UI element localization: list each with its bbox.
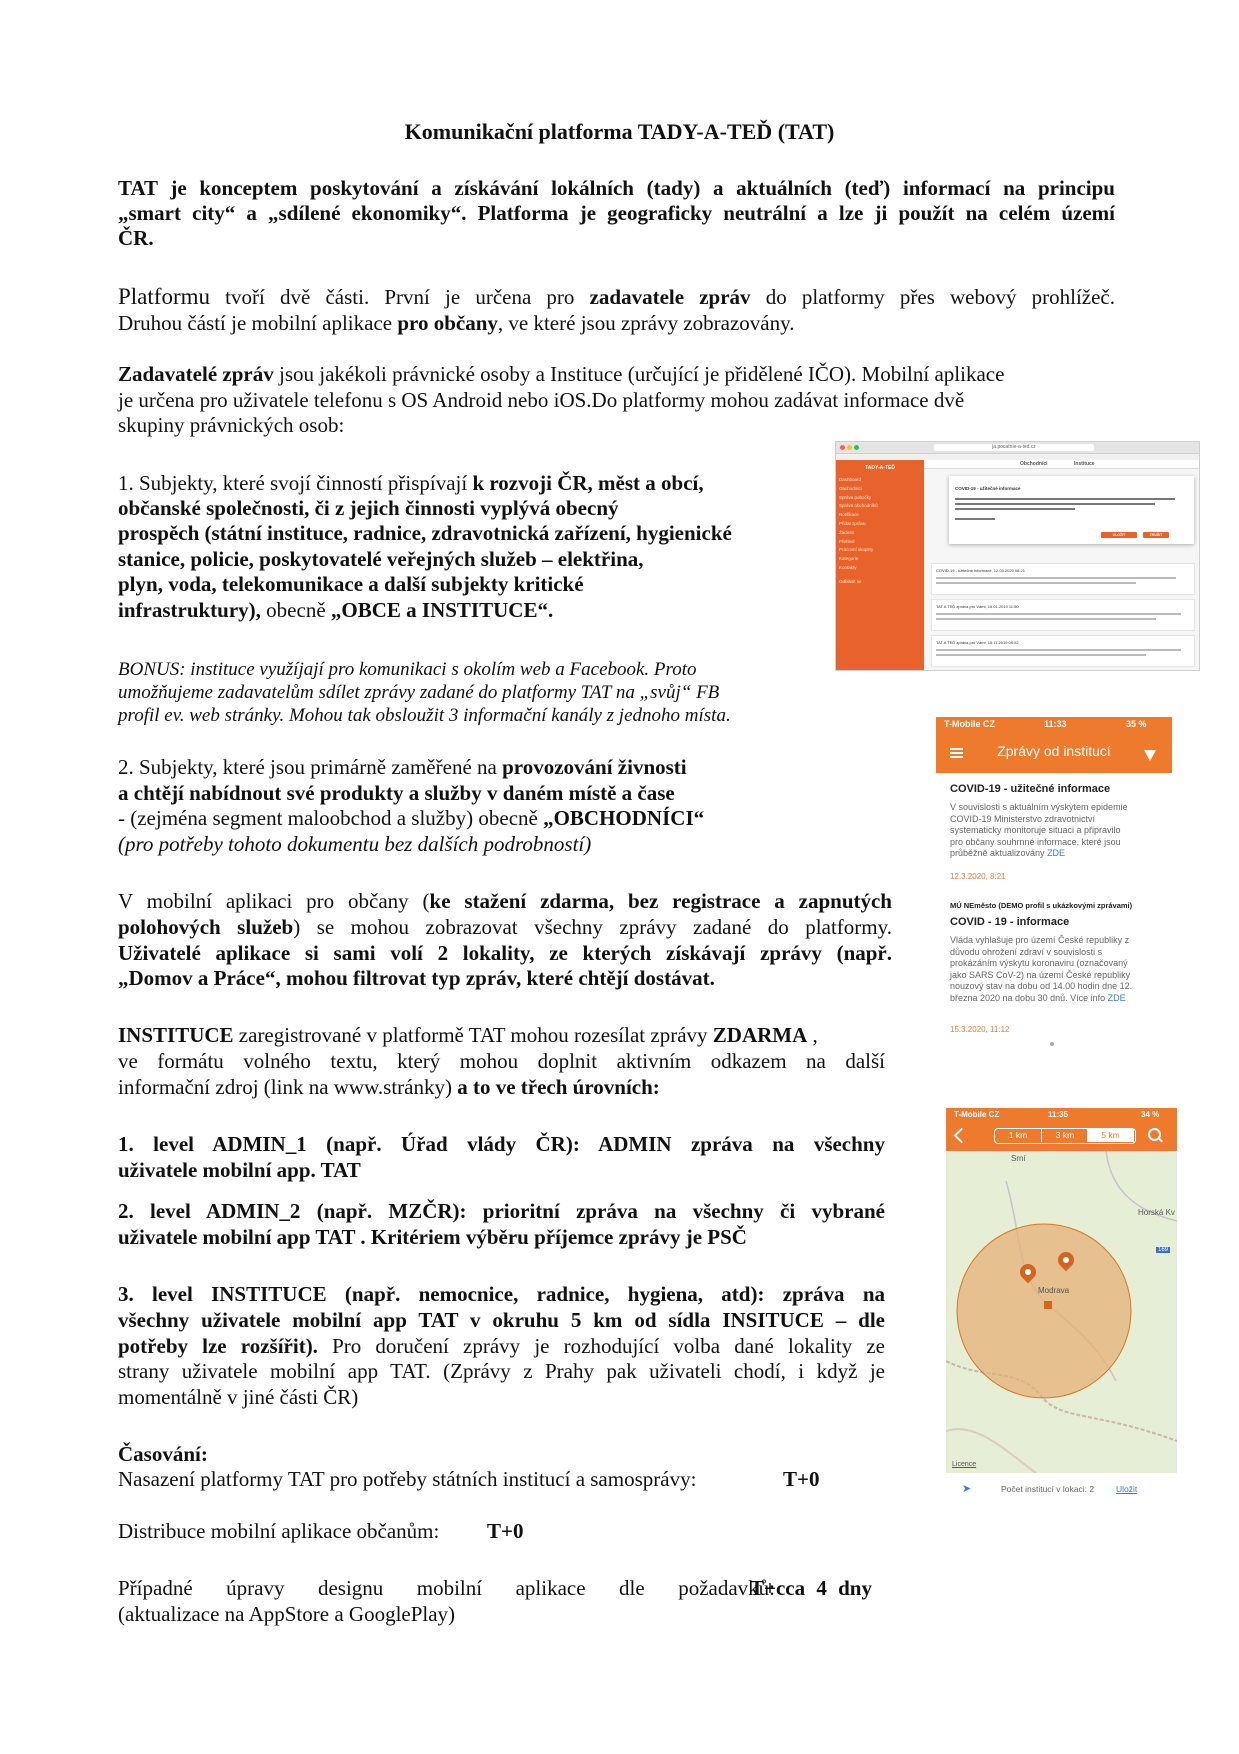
subject1-line-3: prospěch (státní instituce, radnice, zdravotnická zařízení, hygienické [118, 521, 732, 545]
save-link: Uložit [1116, 1484, 1138, 1494]
message-card: TAT A TEĎ zpráva pro Vámi, 15.11.2019 09:52 [931, 635, 1195, 667]
status-bar [936, 717, 1172, 732]
intro-line-3: ČR. [118, 226, 154, 250]
timing-heading: Časování: [118, 1442, 208, 1466]
admin-menu [839, 476, 919, 587]
parts-line-2: Druhou částí je mobilní aplikace pro občany, ve které jsou zprávy zobrazovány. [118, 311, 795, 335]
radius-option-1km: 1 km [1008, 1130, 1028, 1140]
message-date: 12.3.2020, 8:21 [950, 872, 1006, 881]
modal-text-line [955, 508, 1075, 510]
map-background [946, 1151, 1177, 1473]
admin-menu-item: Přehled [839, 538, 855, 544]
senders-line-1: Zadavatelé zpráv jsou jakékoli právnické osoby a Instituce (určující je přidělené IČO). Mobilní aplikace [118, 362, 1005, 386]
timing-row-3-label: Případné úpravy designu mobilní aplikace dle požadavků: [118, 1576, 775, 1600]
subject2-line-4: (pro potřeby tohoto dokumentu bez dalších podrobností) [118, 832, 592, 856]
map-label: Horská Kv [1138, 1208, 1175, 1217]
document-title: Komunikační platforma TADY-A-TEĎ (TAT) [404, 119, 835, 144]
radius-option-5km: 5 km [1087, 1129, 1134, 1142]
subject2-line-3: - (zejména segment maloobchod a služby) obecně „OBCHODNÍCI“ [118, 806, 705, 830]
browser-toolbar [836, 442, 1199, 454]
message-title: COVID - 19 - informace [950, 916, 1070, 928]
subject2-line-1: 2. Subjekty, které jsou primárně zaměřené na provozování živnosti [118, 755, 687, 779]
map-label: Modrava [1038, 1286, 1070, 1295]
message-modal [949, 476, 1194, 544]
timing-row-1-value: T+0 [783, 1467, 820, 1491]
level3-line-3: potřeby lze rozšířit). Pro doručení zprávy je rozhodující volba dané lokality ze [118, 1334, 885, 1358]
admin-menu-item: Odhlásit se [839, 578, 862, 584]
level3-line-4: strany uživatele mobilní app TAT. (Zprávy z Prahy pak uživateli chodí, i když je [118, 1359, 885, 1383]
radius-option-3km: 3 km [1041, 1129, 1088, 1142]
admin-menu-item: Dashboard [839, 477, 862, 482]
modal-save-button: ULOŽIT [1101, 532, 1137, 538]
building-icon [1044, 1301, 1052, 1309]
timing-row-2-value: T+0 [487, 1519, 524, 1543]
admin-menu-item: Kontakty [839, 564, 857, 570]
bonus-paragraph: BONUS: instituce využíjají pro komunikaci s okolím web a Facebook. Proto umožňujeme zadavatelům sdílet zprávy zadané do platformy TAT na „svůj“ FB profil ev. web stránky. Mohou tak obsloužit 3 informační kanály z jednoho místa. [118, 659, 731, 726]
message-body: Vláda vyhlašuje pro území České republiky z důvodu ohrožení zdraví v souvislosti s prokázáním výskytu koronaviru (označovaný jako SARS CoV-2) na území České republiky nouzový stav na dobu od 14.00 hodin dne 12. března 2020 na dobu 30 dnů. Více info ZDE [950, 935, 1133, 1003]
admin-menu-item: Správa pobočky [839, 494, 872, 500]
message-card: TAT A TEĎ zpráva pro Vámi, 16.01.2019 11:50 [931, 599, 1195, 631]
message-body: V souvislosti s aktuálním výskytem epidemie COVID-19 Ministerstvo zdravotnictví systematicky monitoruje situaci a připravilo pro občany souhrnné informace, které jsou průběžně aktualizovány ZDE [950, 802, 1128, 858]
app-header-title: Zprávy od institucí [997, 743, 1111, 759]
admin-menu-item: Žádosti [839, 529, 854, 535]
maximize-window-icon [854, 445, 859, 450]
timing-row-2-label: Distribuce mobilní aplikace občanům: [118, 1519, 440, 1543]
page-indicator [1050, 1042, 1054, 1046]
institutions-line-1: INSTITUCE zaregistrované v platformě TAT mohou rozesílat zprávy ZDARMA , [118, 1023, 818, 1047]
level1-line-1: 1. level ADMIN_1 (např. Úřad vlády ČR): ADMIN zpráva na všechny [118, 1132, 885, 1156]
mobile-messages-screenshot [936, 717, 1172, 1061]
subject2-line-2: a chtějí nabídnout své produkty a služby v daném místě a čase [118, 781, 675, 805]
map-license-link: Licence [952, 1461, 977, 1468]
message-title: COVID-19 - užitečné informace [950, 783, 1111, 795]
clock-label: 11:35 [1048, 1110, 1069, 1119]
modal-text-line [955, 518, 995, 520]
modal-cancel-button: ZRUŠIT [1143, 532, 1169, 538]
back-arrow-icon [954, 1128, 970, 1144]
road-number-badge: 169 [1158, 1247, 1169, 1253]
browser-address-bar: ja.pocatnie-a-ted.cz [934, 444, 1094, 451]
mobile-map-screenshot [946, 1108, 1177, 1508]
modal-text-line [955, 503, 1155, 505]
admin-menu-item: Obchodníci [839, 485, 862, 491]
level3-line-5: momentálně v jiné části ČR) [118, 1385, 359, 1409]
modal-text-line [955, 498, 1175, 500]
app-line-2: polohových služeb) se mohou zobrazovat všechny zprávy zadané do platformy. [118, 915, 892, 939]
level3-line-1: 3. level INSTITUCE (např. nemocnice, radnice, hygiena, atd): zpráva na [118, 1282, 885, 1306]
app-line-1: V mobilní aplikaci pro občany (ke stažení zdarma, bez registrace a zapnutých [118, 889, 892, 913]
carrier-label: T-Mobile CZ [954, 1110, 1000, 1119]
radius-selector [994, 1128, 1136, 1144]
institutions-line-2: ve formátu volného textu, který mohou doplnit aktivním odkazem na další [118, 1049, 885, 1073]
admin-menu-item: Správa obchodníků [839, 503, 878, 509]
admin-menu-item: Notifikace [839, 512, 859, 518]
timing-row-3-value: T+cca 4 dny [750, 1576, 872, 1600]
level2-line-2: uživatele mobilní app TAT . Kritériem výběru příjemce zprávy je PSČ [118, 1225, 747, 1249]
message-link: ZDE [1107, 992, 1126, 1003]
subject1-line-2: občanské společnosti, či z jejich činnosti vyplývá obecný [118, 496, 619, 520]
parts-line-1: Platformu tvoří dvě části. První je určena pro zadavatele zpráv do platformy přes webový prohlížeč. [118, 284, 1115, 309]
admin-menu-item: Pracovní skupiny [839, 547, 874, 553]
clock-label: 11:33 [1044, 719, 1067, 729]
map-header [946, 1121, 1177, 1151]
map-label: Srní [1011, 1154, 1026, 1163]
close-window-icon [840, 445, 845, 450]
modal-title: COVID-19 - užitečné informace [955, 486, 1021, 491]
location-arrow-icon: ➤ [962, 1483, 972, 1495]
battery-label: 35 % [1126, 719, 1147, 729]
message-source: MÚ NEměsto (DEMO profil s ukázkovými zprávami) [950, 901, 1133, 910]
admin-tabs [924, 460, 1199, 469]
app-line-4: „Domov a Práce“, mohou filtrovat typ zpráv, které chtějí dostávat. [118, 966, 715, 990]
institutions-line-3: informační zdroj (link na www.stránky) a to ve třech úrovních: [118, 1075, 660, 1099]
search-icon [1148, 1128, 1161, 1141]
timing-row-1-label: Nasazení platformy TAT pro potřeby státních institucí a samosprávy: [118, 1467, 697, 1491]
carrier-label: T-Mobile CZ [944, 719, 995, 729]
admin-menu-item: Přidat zprávu [839, 520, 866, 526]
institution-count-label: Počet institucí v lokaci: 2 [1001, 1484, 1095, 1494]
map-view [946, 1151, 1177, 1473]
tab-instituce: Instituce [1074, 461, 1095, 467]
tat-logo: TADY-A-TEĎ [865, 465, 895, 471]
minimize-window-icon [847, 445, 852, 450]
senders-line-2: je určena pro uživatele telefonu s OS Android nebo iOS.Do platformy mohou zadávat informace dvě [118, 388, 965, 412]
admin-web-screenshot [835, 441, 1200, 671]
filter-icon [1144, 750, 1156, 761]
message-date: 15.3.2020, 11:12 [950, 1025, 1010, 1034]
level1-line-2: uživatele mobilní app. TAT [118, 1158, 361, 1182]
intro-line-2: „smart city“ a „sdílené ekonomiky“. Platforma je geograficky neutrální a lze ji použít na celém území [118, 201, 1115, 225]
intro-line-1: TAT je konceptem poskytování a získávání lokálních (tady) a aktuálních (teď) informací na principu [118, 176, 1115, 200]
tab-obchodnici: Obchodníci [1020, 461, 1048, 467]
status-bar [946, 1108, 1177, 1121]
subject1-line-4: stanice, policie, poskytovatelé veřejných služeb – elektřina, [118, 547, 644, 571]
subject1-line-5: plyn, voda, telekomunikace a další subjekty kritické [118, 572, 584, 596]
senders-line-3: skupiny právnických osob: [118, 413, 345, 437]
admin-menu-item: Kategorie [839, 556, 859, 562]
app-header [936, 732, 1172, 773]
level2-line-1: 2. level ADMIN_2 (např. MZČR): prioritní zpráva na všechny či vybrané [118, 1199, 885, 1223]
app-line-3: Uživatelé aplikace si sami volí 2 lokality, ze kterých získávají zprávy (např. [118, 941, 892, 965]
subject1-line-6: infrastruktury), obecně „OBCE a INSTITUCE“. [118, 598, 554, 622]
message-card: COVID-19 - užitečné informace, 12.03.2020 08:21 [931, 563, 1195, 595]
level3-line-2: všechny uživatele mobilní app TAT v okruhu 5 km od sídla INSITUCE – dle [118, 1308, 885, 1332]
message-link: ZDE [1047, 848, 1066, 858]
subject1-line-1: 1. Subjekty, které svojí činností přispívají k rozvoji ČR, měst a obcí, [118, 471, 704, 495]
admin-sidebar [836, 460, 924, 670]
timing-row-3-note: (aktualizace na AppStore a GooglePlay) [118, 1602, 456, 1626]
map-footer [946, 1473, 1177, 1508]
battery-label: 34 % [1141, 1110, 1160, 1119]
